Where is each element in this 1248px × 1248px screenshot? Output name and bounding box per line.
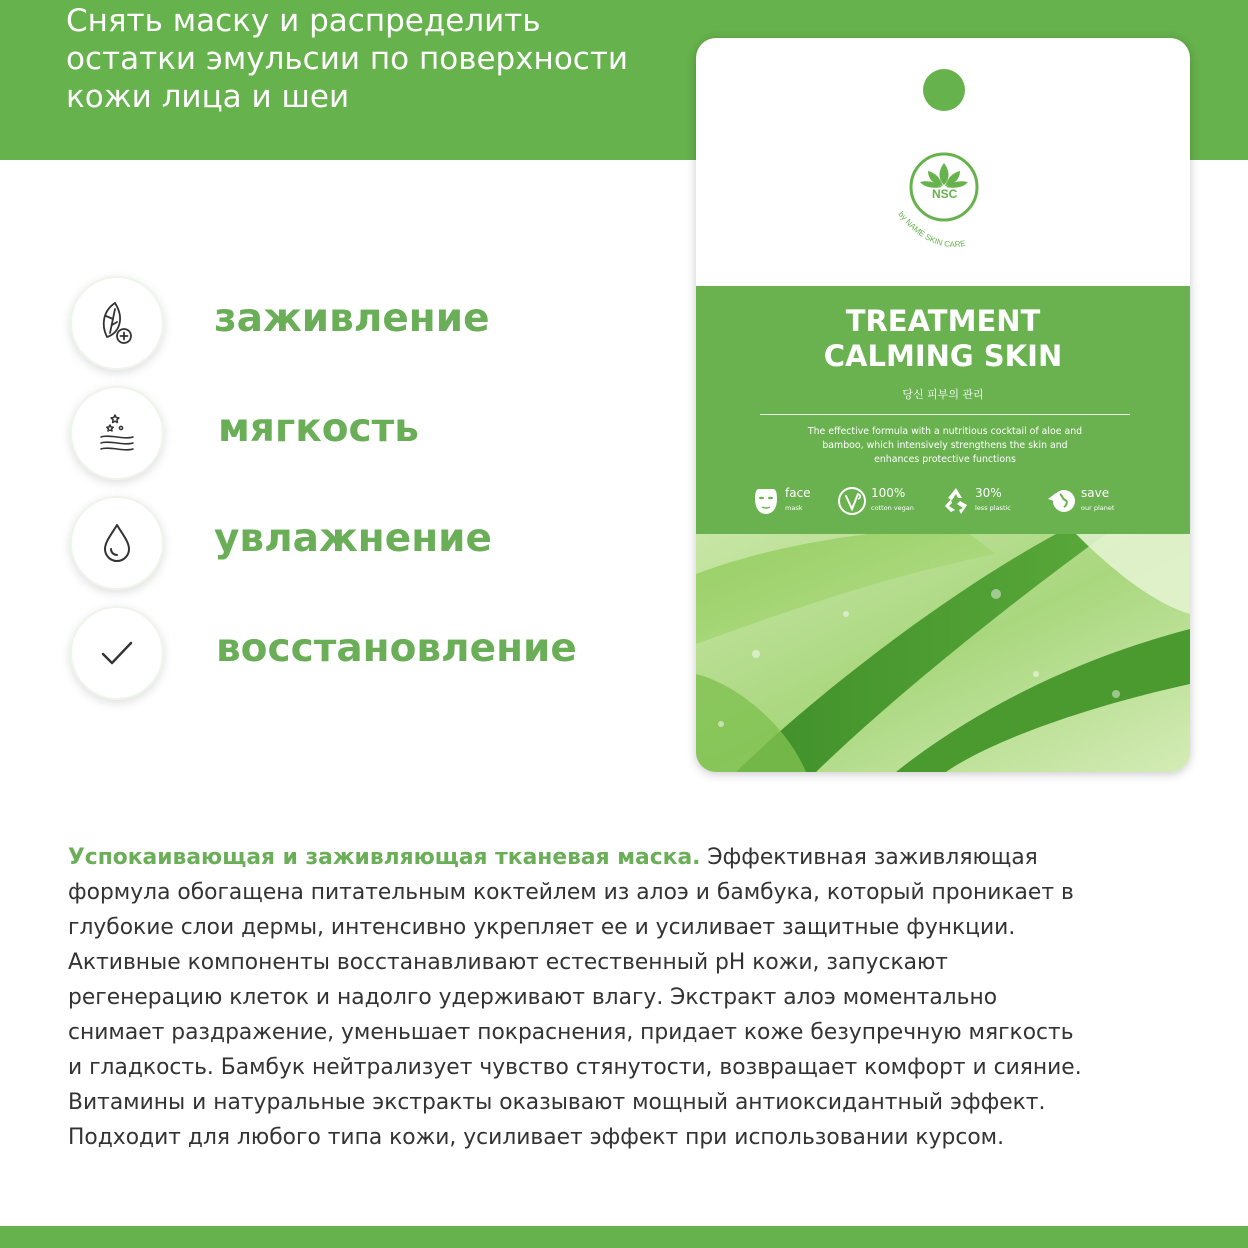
vegan-icon bbox=[836, 485, 868, 517]
description-line: и гладкость. Бамбук нейтрализует чувство стянутости, возвращает комфорт и сияние. bbox=[68, 1055, 1082, 1080]
product-description bbox=[68, 840, 1198, 1155]
leaf-plus-icon bbox=[70, 276, 164, 370]
usage-instruction bbox=[66, 2, 686, 116]
package-badges bbox=[750, 483, 1140, 519]
package-label-panel bbox=[696, 286, 1190, 534]
feature-label: увлажнение bbox=[214, 516, 492, 561]
instruction-line: кожи лица и шеи bbox=[66, 79, 350, 115]
product-title-line: CALMING SKIN bbox=[823, 339, 1063, 373]
feature-label: восстановление bbox=[216, 626, 577, 671]
feature-restoration bbox=[70, 606, 630, 702]
feature-label: заживление bbox=[214, 296, 490, 341]
feature-moisturizing bbox=[70, 496, 630, 592]
badge-sub: our planet bbox=[1081, 504, 1115, 512]
description-line bbox=[68, 840, 1198, 875]
divider bbox=[760, 414, 1130, 415]
badge-main: 30% bbox=[975, 486, 1002, 500]
svg-text:by NAME SKIN CARE: by NAME SKIN CARE bbox=[896, 209, 967, 250]
package-description-line: The effective formula with a nutritious cocktail of aloe and bbox=[807, 426, 1083, 437]
badge-sub: mask bbox=[785, 504, 803, 512]
feature-label: мягкость bbox=[218, 406, 419, 451]
description-lead: Успокаивающая и заживляющая тканевая маска. bbox=[68, 845, 701, 870]
description-line: глубокие слои дермы, интенсивно укрепляет ее и усиливает защитные функции. bbox=[68, 915, 1016, 940]
korean-subtitle: 당신 피부의 관리 bbox=[902, 388, 984, 401]
badge-sub: less plastic bbox=[975, 504, 1011, 512]
badge-main: face bbox=[785, 486, 811, 500]
description-line: формула обогащена питательным коктейлем из алоэ и бамбука, который проникает в bbox=[68, 880, 1074, 905]
feature-healing bbox=[70, 276, 630, 372]
instruction-line: остатки эмульсии по поверхности bbox=[66, 41, 629, 77]
product-title-line: TREATMENT bbox=[845, 304, 1041, 338]
recycle-icon bbox=[940, 485, 972, 517]
package-description-line: bamboo, which intensively strengthens the skin and bbox=[822, 440, 1068, 451]
description-line: регенерацию клеток и надолго удерживают влагу. Экстракт алоэ моментально bbox=[68, 985, 998, 1010]
water-drop-icon bbox=[70, 496, 164, 590]
package-description-line: enhances protective functions bbox=[874, 454, 1016, 465]
package-description bbox=[780, 425, 1110, 467]
aloe-photo bbox=[696, 534, 1190, 772]
product-title bbox=[696, 304, 1190, 374]
feature-softness bbox=[70, 386, 630, 482]
planet-icon bbox=[1046, 485, 1078, 517]
badge-main: save bbox=[1081, 486, 1110, 500]
bottom-banner bbox=[0, 1226, 1248, 1248]
logo-text: NSC bbox=[932, 187, 958, 201]
badge-main: 100% bbox=[871, 486, 906, 500]
checkmark-icon bbox=[70, 606, 164, 700]
logo-subtitle bbox=[886, 208, 1016, 278]
description-line: Активные компоненты восстанавливают естественный pH кожи, запускают bbox=[68, 950, 949, 975]
hang-hole bbox=[923, 69, 965, 111]
stars-waves-icon bbox=[70, 386, 164, 480]
product-package bbox=[696, 38, 1190, 772]
description-line: снимает раздражение, уменьшает покраснения, придает коже безупречную мягкость bbox=[68, 1020, 1074, 1045]
description-line: Витамины и натуральные экстракты оказывают мощный антиоксидантный эффект. bbox=[68, 1090, 1046, 1115]
badge-sub: cotton vegan bbox=[871, 504, 914, 512]
face-mask-icon bbox=[750, 485, 782, 517]
description-lead-rest: Эффективная заживляющая bbox=[700, 845, 1038, 870]
description-line: Подходит для любого типа кожи, усиливает эффект при использовании курсом. bbox=[68, 1125, 1005, 1150]
instruction-line: Снять маску и распределить bbox=[66, 3, 541, 39]
